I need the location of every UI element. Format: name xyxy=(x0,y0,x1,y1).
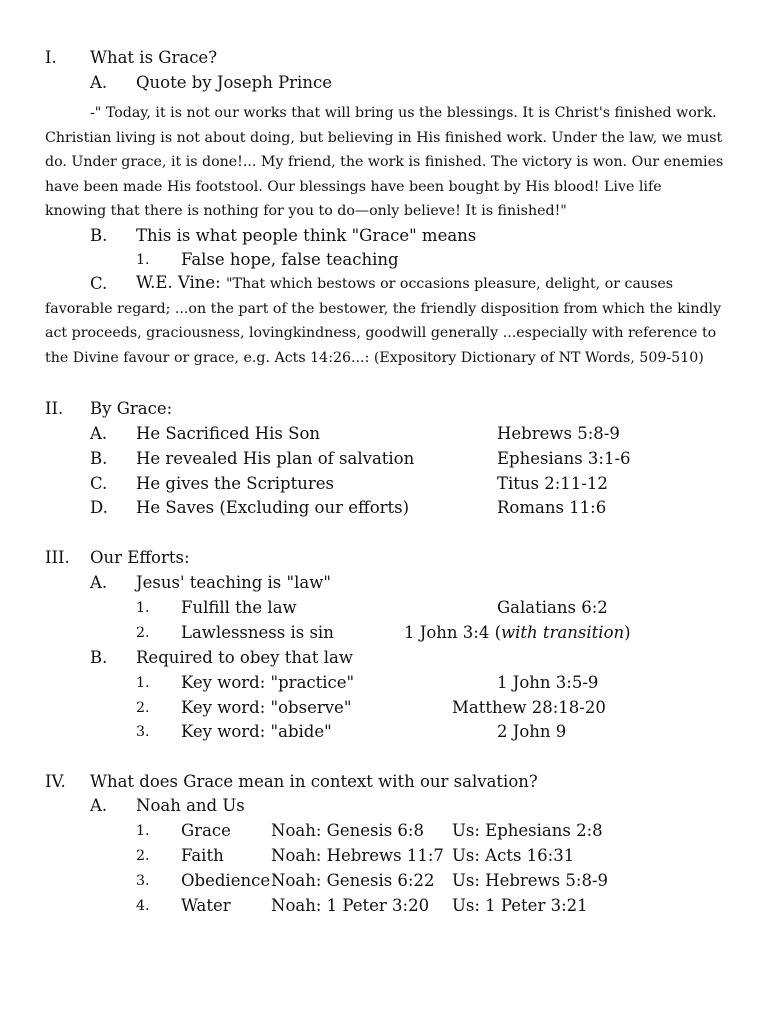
section-1-b-text: This is what people think "Grace" means xyxy=(136,226,477,245)
section-4-title: What does Grace mean in context with our salvation? xyxy=(90,772,538,791)
section-2-item-letter: D. xyxy=(90,498,108,517)
section-3-b-letter: B. xyxy=(90,648,108,667)
section-1-b1-text: False hope, false teaching xyxy=(181,250,399,269)
section-1-a-text: Quote by Joseph Prince xyxy=(136,73,332,92)
section-2-item-letter: B. xyxy=(90,449,108,468)
quote-text: -" Today, it is not our works that will bring us the blessings. It is Christ's finished work. Christian living is not about doing, but believing in His finished work. Under the law, we must do. Under grace, it is done!... My friend, the work is finished. The victory is won. Our enemies have been made His footstool. Our blessings have been bought by His blood! Live life knowing that there is nothing for you to do—only believe! It is finished!" xyxy=(45,105,724,219)
section-1-number: I. xyxy=(45,48,57,67)
section-3-b-text: Required to obey that law xyxy=(136,648,353,667)
vine-definition xyxy=(45,271,725,370)
section-2-item-text: He Saves (Excluding our efforts) xyxy=(136,498,410,517)
noah-row-noah-ref: Noah: 1 Peter 3:20 xyxy=(271,896,430,915)
section-3-a2-text: Lawlessness is sin xyxy=(181,623,334,642)
noah-row-noah-ref: Noah: Genesis 6:8 xyxy=(271,821,424,840)
ref-italic: with transition xyxy=(501,623,625,642)
section-2-item-ref: Hebrews 5:8-9 xyxy=(497,424,620,443)
noah-row-word: Grace xyxy=(181,821,231,840)
noah-row-number: 2. xyxy=(136,848,150,864)
section-1-a-letter: A. xyxy=(90,73,108,92)
section-2-item-ref: Romans 11:6 xyxy=(497,498,607,517)
section-3-a1-ref: Galatians 6:2 xyxy=(497,598,608,617)
section-2-item-text: He revealed His plan of salvation xyxy=(136,449,415,468)
section-3-b-item-text: Key word: "abide" xyxy=(181,722,332,741)
section-1-title: What is Grace? xyxy=(90,48,218,67)
joseph-prince-quote xyxy=(45,101,725,224)
ref-main: 1 John 3:4 ( xyxy=(404,623,502,642)
section-3-b-item-number: 2. xyxy=(136,700,150,716)
section-4-a-letter: A. xyxy=(90,796,108,815)
section-3-b-item-ref: Matthew 28:18-20 xyxy=(452,698,606,717)
section-3-a1-number: 1. xyxy=(136,600,150,616)
noah-row-noah-ref: Noah: Genesis 6:22 xyxy=(271,871,435,890)
section-3-a1-text: Fulfill the law xyxy=(181,598,297,617)
noah-row-noah-ref: Noah: Hebrews 11:7 xyxy=(271,846,444,865)
section-3-a2-number: 2. xyxy=(136,625,150,641)
noah-row-us-ref: Us: Ephesians 2:8 xyxy=(452,821,603,840)
section-3-a2-ref xyxy=(404,623,631,643)
noah-row-number: 3. xyxy=(136,873,150,889)
noah-row-word: Faith xyxy=(181,846,224,865)
section-4-a-text: Noah and Us xyxy=(136,796,245,815)
section-3-b-item-ref: 2 John 9 xyxy=(497,722,567,741)
noah-row-word: Water xyxy=(181,896,231,915)
noah-row-number: 4. xyxy=(136,898,150,914)
section-2-item-ref: Ephesians 3:1-6 xyxy=(497,449,631,468)
section-2-item-letter: A. xyxy=(90,424,108,443)
section-2-title: By Grace: xyxy=(90,399,173,418)
section-1-c-letter: C. xyxy=(90,274,108,293)
vine-lead: W.E. Vine: xyxy=(136,273,226,292)
section-2-number: II. xyxy=(45,399,64,418)
section-3-title: Our Efforts: xyxy=(90,548,190,567)
section-2-item-letter: C. xyxy=(90,474,108,493)
vine-text: "That which bestows or occasions pleasure, delight, or causes favorable regard; ...on the part of the bestower, the friendly disposition from which the kindly act proceeds, graciousness, lovingkindness, goodwill generally ...especially with reference to the Divine favour or grace, e.g. Acts 14:26...: (Expository Dictionary of NT Words, 509-510) xyxy=(45,276,722,366)
section-3-a-letter: A. xyxy=(90,573,108,592)
noah-row-us-ref: Us: 1 Peter 3:21 xyxy=(452,896,588,915)
section-3-b-item-ref: 1 John 3:5-9 xyxy=(497,673,599,692)
noah-row-us-ref: Us: Hebrews 5:8-9 xyxy=(452,871,609,890)
section-1-b-letter: B. xyxy=(90,226,108,245)
noah-row-number: 1. xyxy=(136,823,150,839)
noah-row-word: Obedience xyxy=(181,871,271,890)
section-3-number: III. xyxy=(45,548,70,567)
section-2-item-text: He gives the Scriptures xyxy=(136,474,334,493)
section-2-item-ref: Titus 2:11-12 xyxy=(497,474,608,493)
noah-row-us-ref: Us: Acts 16:31 xyxy=(452,846,575,865)
section-3-a-text: Jesus' teaching is "law" xyxy=(136,573,331,592)
section-3-b-item-number: 1. xyxy=(136,675,150,691)
ref-close: ) xyxy=(624,623,631,642)
section-3-b-item-text: Key word: "observe" xyxy=(181,698,352,717)
section-1-b1-number: 1. xyxy=(136,252,150,268)
section-2-item-text: He Sacrificed His Son xyxy=(136,424,321,443)
section-3-b-item-text: Key word: "practice" xyxy=(181,673,355,692)
section-3-b-item-number: 3. xyxy=(136,724,150,740)
section-4-number: IV. xyxy=(45,772,66,791)
